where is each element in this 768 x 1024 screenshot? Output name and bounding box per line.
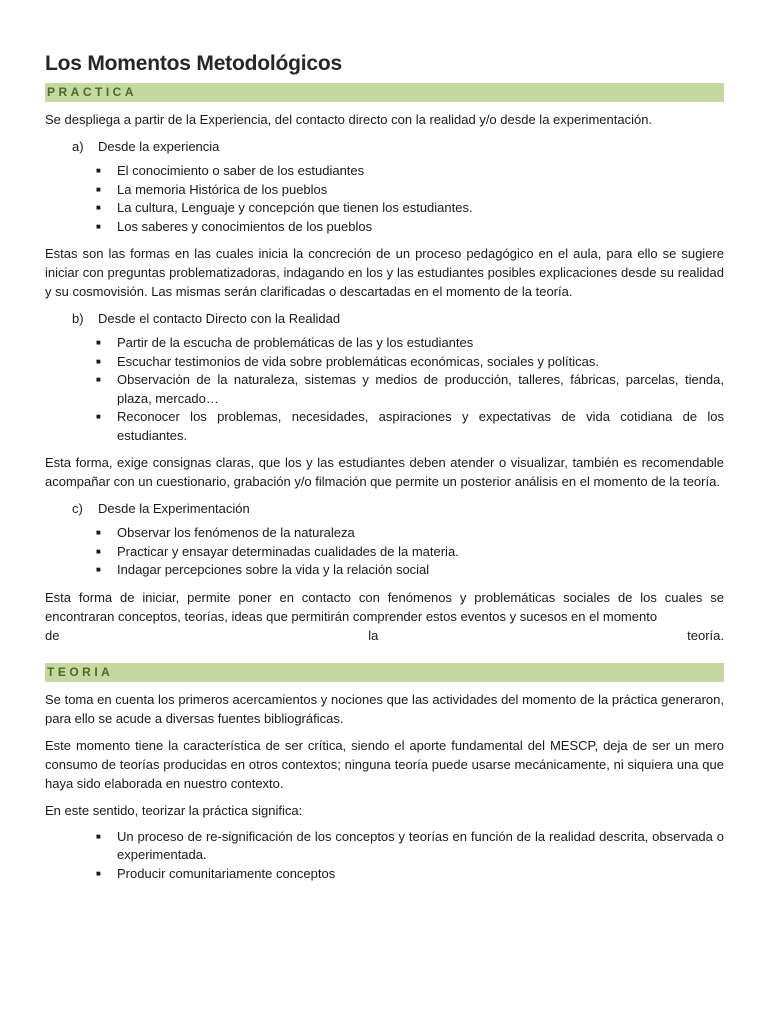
list-c xyxy=(45,524,724,580)
paragraph-b-after: Esta forma, exige consignas claras, que los y las estudiantes deben atender o visualizar, también es recomendable acompañar con un cuestionario, grabación y/o filmación que permite un posterior análisis en el momento de la teoría. xyxy=(45,455,724,489)
paragraph-c-after: Esta forma de iniciar, permite poner en contacto con fenómenos y problemáticas sociales de los cuales se encontraran conceptos, teorías, ideas que permitirán comprender estos eventos y sucesos en el momento xyxy=(45,589,724,624)
teoria-paragraph-2: Este momento tiene la característica de ser crítica, siendo el aporte fundamental del MESCP, deja de ser un mero consumo de teorías producidas en otros contextos; ninguna teoría puede usarse mecánicamente, ni siquiera una que haya sido elaborada en nuestro contexto. xyxy=(45,737,724,791)
subheading-a xyxy=(45,137,724,156)
bullet-icon: ■ xyxy=(96,375,101,384)
bullet-icon: ■ xyxy=(96,412,101,421)
subheading-c-marker: c) xyxy=(72,501,83,516)
bullet-icon: ■ xyxy=(96,546,101,556)
practica-intro: Se despliega a partir de la Experiencia, del contacto directo con la realidad y/o desde la experimentación. xyxy=(45,112,653,127)
bullet-icon: ■ xyxy=(96,356,101,366)
bullet-icon: ■ xyxy=(96,528,101,537)
section-heading-practica: PRACTICA xyxy=(45,83,724,102)
list-a xyxy=(45,162,724,236)
list-item: ■ La cultura, Lenguaje y concepción que tienen los estudiantes. xyxy=(45,199,724,218)
subheading-a-label: Desde la experiencia xyxy=(98,139,220,154)
list-item: ■ La memoria Histórica de los pueblos xyxy=(45,181,724,200)
list-item: ■ Partir de la escucha de problemáticas de las y los estudiantes xyxy=(45,334,724,353)
list-item: ■ Observar los fenómenos de la naturaleza xyxy=(45,524,724,543)
subheading-b-marker: b) xyxy=(72,311,84,326)
list-item: ■ Practicar y ensayar determinadas cualidades de la materia. xyxy=(45,543,724,562)
bullet-icon: ■ xyxy=(96,338,101,347)
subheading-b-label: Desde el contacto Directo con la Realidad xyxy=(98,311,341,326)
bullet-icon: ■ xyxy=(96,184,101,194)
list-item: ■ Indagar percepciones sobre la vida y la relación social xyxy=(45,561,724,580)
section-heading-teoria: TEORIA xyxy=(45,663,724,682)
bullet-icon: ■ xyxy=(96,221,101,231)
teoria-paragraph-1: Se toma en cuenta los primeros acercamientos y nociones que las actividades del momento de la práctica generaron, para ello se acude a diversas fuentes bibliográficas. xyxy=(45,691,724,726)
teoria-paragraph-3: En este sentido, teorizar la práctica significa: xyxy=(45,802,303,818)
list-item: ■ Escuchar testimonios de vida sobre problemáticas económicas, sociales y políticas. xyxy=(45,353,724,372)
bullet-icon: ■ xyxy=(96,831,101,841)
list-item: ■ Observación de la naturaleza, sistemas y medios de producción, talleres, fábricas, parcelas, tienda, plaza, mercado… xyxy=(96,372,724,406)
list-b xyxy=(45,334,724,445)
bullet-icon: ■ xyxy=(96,565,101,574)
subheading-b xyxy=(45,309,724,328)
list-teoria xyxy=(45,828,724,884)
bullet-icon: ■ xyxy=(96,868,101,878)
paragraph-c-after-last: de la teoría. xyxy=(45,627,724,643)
bullet-icon: ■ xyxy=(96,203,101,212)
subheading-c xyxy=(45,499,724,518)
bullet-icon: ■ xyxy=(96,166,101,175)
list-item: ■ Producir comunitariamente conceptos xyxy=(45,865,724,884)
paragraph-a-after: Estas son las formas en las cuales inicia la concreción de un proceso pedagógico en el aula, para ello se sugiere iniciar con preguntas problematizadoras, indagando en los y las estudiantes posibles explicaciones desde su realidad y su cosmovisión. Las mismas serán clarificadas o descartadas en el momento de la teoría. xyxy=(45,246,724,299)
list-item: ■ El conocimiento o saber de los estudiantes xyxy=(45,162,724,181)
subheading-c-label: Desde la Experimentación xyxy=(98,501,250,516)
subheading-a-marker: a) xyxy=(72,139,84,154)
list-item: ■ Reconocer los problemas, necesidades, aspiraciones y expectativas de vida cotidiana de los estudiantes. xyxy=(96,409,724,443)
document-title: Los Momentos Metodológicos xyxy=(45,52,342,75)
list-item: ■ Un proceso de re-significación de los conceptos y teorías en función de la realidad descrita, observada o experimentada. xyxy=(96,828,724,862)
list-item: ■ Los saberes y conocimientos de los pueblos xyxy=(45,218,724,237)
